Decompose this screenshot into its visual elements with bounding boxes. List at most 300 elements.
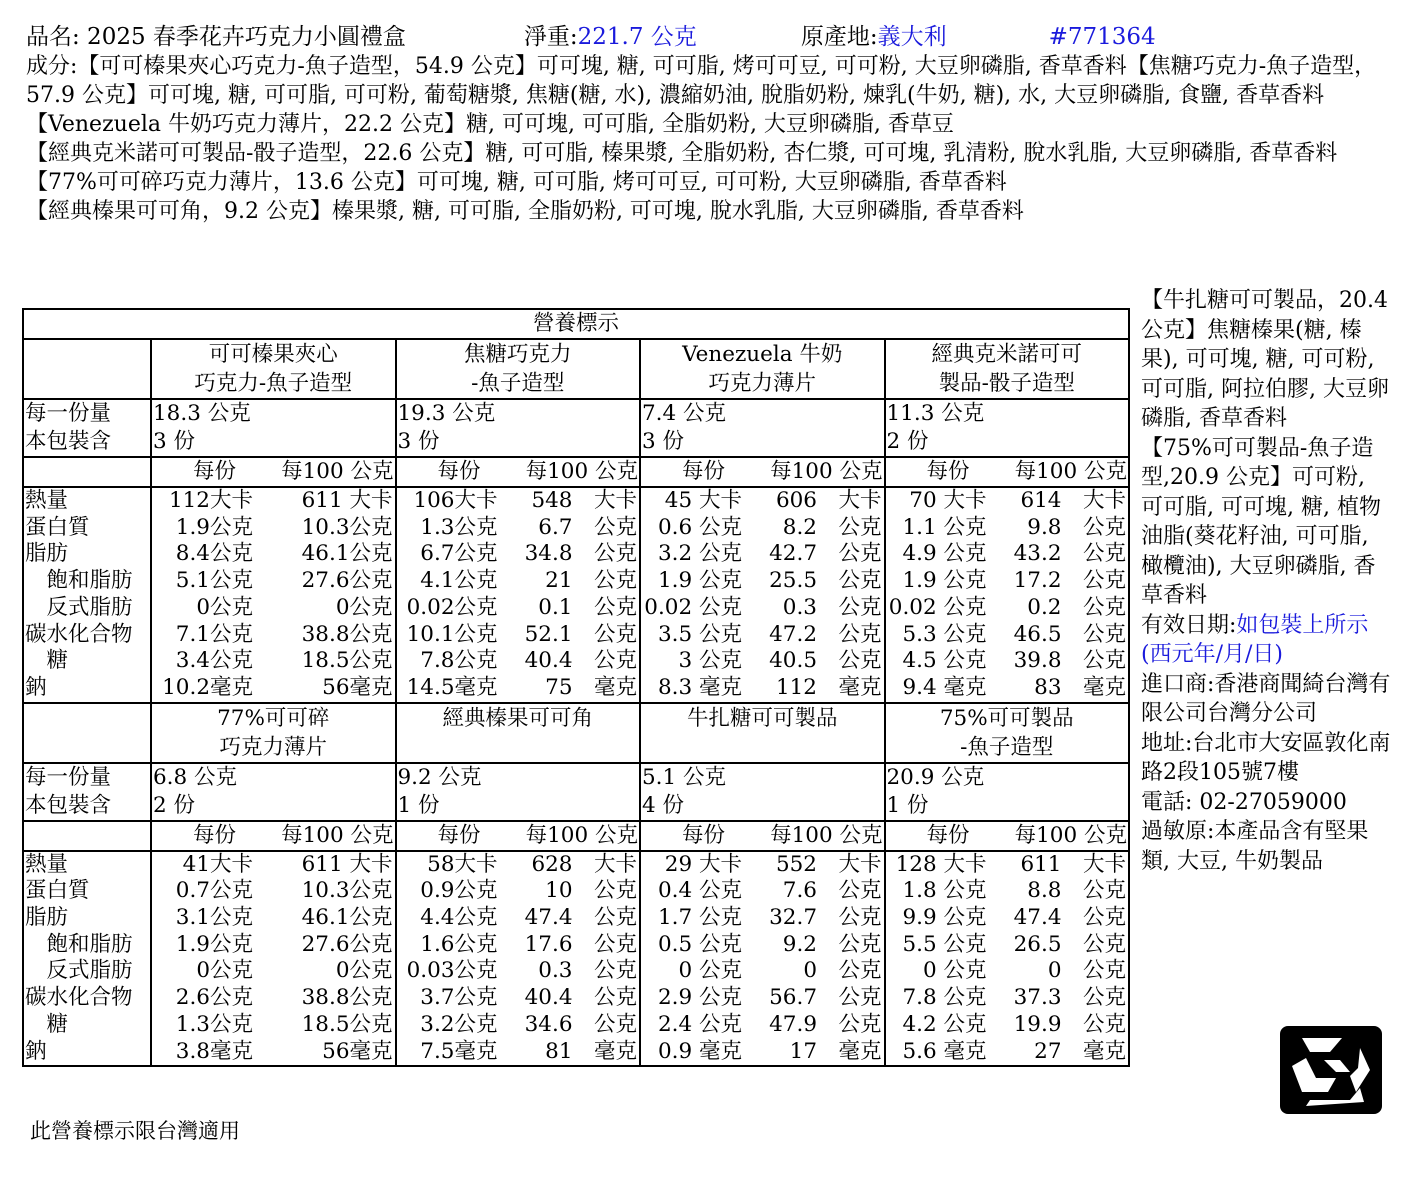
per-100g-value: 112 毫克 — [775, 674, 882, 700]
per-serving-value: 4.1公克 — [420, 568, 498, 594]
serving-cell — [396, 763, 641, 821]
per-serving-label: 每份 — [437, 822, 481, 848]
nutrient-label: 熱量 — [25, 851, 69, 877]
per-serving-value: 0.02 公克 — [888, 594, 987, 620]
per-100g-value: 34.8 公克 — [524, 541, 637, 567]
per-serving-value: 1.9公克 — [175, 514, 253, 540]
product-name-line: 焦糖巧克力 — [463, 342, 572, 367]
net-weight-value: 221.7 公克 — [577, 24, 697, 50]
per-100g-value: 25.5 公克 — [769, 568, 882, 594]
serving-row — [23, 763, 1129, 821]
per-serving-value: 7.8 公克 — [902, 985, 987, 1011]
per-100g-value: 611 大卡 — [1020, 851, 1126, 877]
nutrient-label: 鈉 — [25, 1038, 47, 1064]
nutrient-label: 反式脂肪 — [25, 958, 133, 984]
per-serving-value: 1.1 公克 — [902, 514, 987, 540]
per-serving-value: 5.3 公克 — [902, 621, 987, 647]
serving-size: 9.2 公克 — [397, 764, 482, 790]
serving-size: 5.1 公克 — [642, 764, 727, 790]
per-100g-value: 18.5公克 — [301, 648, 393, 674]
per-100g-value: 46.1公克 — [301, 541, 393, 567]
nutrient-value-row — [642, 932, 883, 959]
address: 地址:台北市大安區敦化南路2段105號7樓 — [1141, 730, 1391, 785]
per-serving-value: 5.1公克 — [175, 568, 253, 594]
per-serving-value: 0.02公克 — [406, 594, 498, 620]
per-100g-value: 27 毫克 — [1034, 1038, 1126, 1064]
ingredients-line: 【經典克米諾可可製品-骰子造型，22.6 公克】糖, 可可脂, 榛果漿, 全脂奶粉, 杏仁漿, 可可塊, 乳清粉, 脫水乳脂, 大豆卵磷脂, 香草香料 — [26, 141, 1338, 166]
nutrient-label: 蛋白質 — [25, 514, 90, 540]
product-name-cell — [151, 703, 396, 763]
per-serving-value: 128 大卡 — [895, 851, 987, 877]
per-serving-value: 4.2 公克 — [902, 1011, 987, 1037]
blank-cell — [23, 339, 151, 399]
nutrient-value-row — [887, 648, 1128, 675]
product-name-cell — [396, 703, 641, 763]
nutrient-value-row — [642, 1012, 883, 1039]
per-100g-value: 606 大卡 — [775, 488, 882, 513]
nutrient-label: 糖 — [25, 648, 69, 674]
values-row — [23, 851, 1129, 1067]
per-100g-label: 每100 公克 — [525, 459, 638, 484]
nutrient-value-row — [887, 568, 1128, 595]
nutrient-value-row — [153, 932, 394, 959]
servings-count: 2 份 — [153, 792, 196, 818]
per-100g-value: 52.1 公克 — [524, 621, 637, 647]
nutrient-value-row — [887, 622, 1128, 649]
per-header-row — [23, 821, 1129, 851]
nutrient-value-row — [398, 568, 639, 595]
nutrient-values-cell — [151, 487, 396, 703]
nutrient-value-row — [887, 958, 1128, 985]
nutrient-value-row — [887, 675, 1128, 702]
serving-cell — [396, 399, 641, 457]
nutrient-label: 飽和脂肪 — [25, 568, 133, 594]
per-100g-value: 43.2 公克 — [1013, 541, 1126, 567]
per-header-cell — [640, 821, 885, 851]
product-code: #771364 — [1048, 24, 1156, 50]
nutrient-value-row — [398, 1039, 639, 1066]
nutrient-value-row — [887, 985, 1128, 1012]
product-name-cell — [640, 339, 885, 399]
ingredients-block — [26, 52, 1396, 226]
per-serving-value: 4.9 公克 — [902, 541, 987, 567]
importer: 進口商:香港商聞綺台灣有限公司台灣分公司 — [1141, 671, 1391, 726]
per-serving-value: 41大卡 — [182, 851, 253, 877]
per-serving-value: 0.9公克 — [420, 878, 498, 904]
nutrient-value-row — [398, 488, 639, 515]
per-serving-value: 4.5 公克 — [902, 648, 987, 674]
per-serving-value: 0公克 — [196, 594, 253, 620]
servings-count: 3 份 — [153, 429, 196, 454]
product-name-line: 牛扎糖可可製品 — [686, 705, 838, 731]
per-100g-value: 37.3 公克 — [1013, 985, 1126, 1011]
serving-labels — [23, 763, 151, 821]
per-100g-value: 47.2 公克 — [769, 621, 882, 647]
per-serving-value: 10.1公克 — [406, 621, 498, 647]
serving-size: 6.8 公克 — [153, 764, 238, 790]
serving-labels — [23, 399, 151, 457]
per-serving-value: 6.7公克 — [420, 541, 498, 567]
nutrient-value-row — [153, 985, 394, 1012]
per-100g-value: 17.6 公克 — [524, 931, 637, 957]
nutrient-value-row — [887, 595, 1128, 622]
serving-size: 18.3 公克 — [153, 401, 251, 426]
nutrient-value-row — [398, 852, 639, 879]
per-serving-value: 2.9 公克 — [657, 985, 742, 1011]
nutrient-value-row — [642, 852, 883, 879]
per-serving-value: 70 大卡 — [909, 488, 987, 513]
nutrient-label: 飽和脂肪 — [25, 931, 133, 957]
per-header-cell — [151, 457, 396, 487]
servings-count: 2 份 — [886, 429, 929, 454]
per-100g-value: 0.3 公克 — [538, 958, 637, 984]
per-serving-value: 1.9公克 — [175, 931, 253, 957]
per-serving-value: 0 公克 — [922, 958, 987, 984]
serving-size-label: 每一份量 — [25, 401, 112, 426]
per-100g-value: 614 大卡 — [1020, 488, 1126, 513]
product-name-cell — [885, 339, 1130, 399]
nutrient-value-row — [398, 985, 639, 1012]
per-serving-value: 0.03公克 — [406, 958, 498, 984]
nutrient-label: 糖 — [25, 1011, 69, 1037]
per-100g-label: 每100 公克 — [525, 822, 638, 848]
per-serving-value: 1.8 公克 — [902, 878, 987, 904]
values-row — [23, 487, 1129, 703]
blank-cell — [23, 821, 151, 851]
per-header-cell — [151, 821, 396, 851]
product-name-line: Venezuela 牛奶 — [682, 342, 843, 367]
per-100g-value: 40.4 公克 — [524, 648, 637, 674]
servings-count: 3 份 — [642, 429, 685, 454]
servings-count: 3 份 — [397, 429, 440, 454]
nutrient-value-row — [398, 515, 639, 542]
per-100g-value: 47.4 公克 — [524, 905, 637, 931]
nutrient-label: 碳水化合物 — [25, 985, 133, 1011]
allergen: 過敏原:本產品含有堅果類, 大豆, 牛奶製品 — [1141, 819, 1369, 874]
side-info — [1141, 286, 1391, 876]
nutrient-value-row — [398, 648, 639, 675]
per-100g-value: 83 毫克 — [1034, 674, 1126, 700]
serving-size: 20.9 公克 — [886, 764, 985, 790]
nutrient-value-row — [642, 878, 883, 905]
per-100g-value: 0.3 公克 — [782, 594, 882, 620]
product-name-line: -魚子造型 — [960, 734, 1054, 760]
per-100g-value: 39.8 公克 — [1013, 648, 1126, 674]
per-100g-value: 56毫克 — [322, 1038, 393, 1064]
ingredients-line: 【77%可可碎巧克力薄片，13.6 公克】可可塊, 糖, 可可脂, 烤可可豆, 可可粉, 大豆卵磷脂, 香草香料 — [26, 170, 1007, 195]
per-serving-value: 0 公克 — [678, 958, 742, 984]
per-100g-value: 8.8 公克 — [1027, 878, 1126, 904]
per-100g-label: 每100 公克 — [1014, 822, 1127, 848]
per-100g-label: 每100 公克 — [281, 822, 394, 848]
origin-value: 義大利 — [877, 24, 947, 50]
product-name-line: 經典克米諾可可 — [931, 342, 1082, 367]
nutrient-values-cell — [396, 851, 641, 1067]
per-100g-value: 6.7 公克 — [538, 514, 637, 540]
side-ingredients-2: 【75%可可製品-魚子造型,20.9 公克】可可粉, 可可脂, 可可塊, 糖, 植物油脂(葵花籽油, 可可脂, 橄欖油), 大豆卵磷脂, 香草香料 — [1141, 435, 1381, 608]
per-100g-value: 628 大卡 — [531, 851, 637, 877]
per-serving-value: 0.9 毫克 — [657, 1038, 742, 1064]
nutrient-values-cell — [885, 851, 1130, 1067]
nutrient-values-cell — [640, 851, 885, 1067]
product-header — [26, 22, 1156, 52]
per-100g-value: 9.8 公克 — [1027, 514, 1126, 540]
serving-size: 11.3 公克 — [886, 401, 985, 426]
nutrient-value-row — [642, 488, 883, 515]
ingredients-line: 【經典榛果可可角，9.2 公克】榛果漿, 糖, 可可脂, 全脂奶粉, 可可塊, 脫水乳脂, 大豆卵磷脂, 香草香料 — [26, 199, 1024, 224]
nutrient-value-row — [153, 568, 394, 595]
per-serving-value: 10.2毫克 — [162, 674, 253, 700]
per-100g-value: 0 公克 — [1047, 958, 1126, 984]
per-100g-value: 27.6公克 — [301, 931, 393, 957]
per-serving-value: 0.02 公克 — [644, 594, 742, 620]
per-serving-value: 14.5毫克 — [406, 674, 498, 700]
serving-cell — [885, 763, 1130, 821]
nutrient-value-row — [153, 852, 394, 879]
per-serving-value: 3.2公克 — [420, 1011, 498, 1037]
per-100g-value: 47.9 公克 — [769, 1011, 882, 1037]
serving-cell — [885, 399, 1130, 457]
per-serving-value: 3.8毫克 — [175, 1038, 253, 1064]
per-header-row — [23, 457, 1129, 487]
nutrient-value-row — [153, 648, 394, 675]
product-name-line: 經典榛果可可角 — [442, 705, 593, 731]
nutrient-value-row — [153, 675, 394, 702]
nutrient-value-row — [398, 675, 639, 702]
product-name-line: 77%可可碎 — [217, 705, 330, 731]
per-100g-label: 每100 公克 — [770, 459, 883, 484]
per-100g-value: 81 毫克 — [545, 1038, 637, 1064]
per-100g-value: 46.1公克 — [301, 905, 393, 931]
per-100g-value: 0公克 — [335, 958, 393, 984]
per-100g-value: 56.7 公克 — [769, 985, 882, 1011]
nutrient-label: 脂肪 — [25, 541, 69, 567]
expiry-value: 如包裝上所示(西元年/月/日) — [1141, 612, 1369, 667]
per-serving-value: 7.5毫克 — [420, 1038, 498, 1064]
per-serving-label: 每份 — [682, 459, 726, 484]
per-header-cell — [396, 821, 641, 851]
recycle-icon — [1280, 1026, 1382, 1114]
per-serving-value: 1.3公克 — [175, 1011, 253, 1037]
serving-cell — [151, 763, 396, 821]
per-serving-value: 3.5 公克 — [657, 621, 742, 647]
per-100g-value: 38.8公克 — [301, 985, 393, 1011]
per-100g-value: 17.2 公克 — [1013, 568, 1126, 594]
product-name-cell — [885, 703, 1130, 763]
nutrient-label: 碳水化合物 — [25, 621, 133, 647]
per-serving-value: 112大卡 — [168, 488, 253, 513]
per-serving-value: 8.3 毫克 — [657, 674, 742, 700]
per-serving-value: 0.7公克 — [175, 878, 253, 904]
serving-size: 7.4 公克 — [642, 401, 727, 426]
per-serving-value: 0公克 — [196, 958, 253, 984]
servings-count: 1 份 — [886, 792, 929, 818]
nutrient-value-row — [153, 958, 394, 985]
per-serving-value: 3.4公克 — [175, 648, 253, 674]
per-100g-value: 27.6公克 — [301, 568, 393, 594]
nutrient-label: 脂肪 — [25, 905, 69, 931]
servings-count: 4 份 — [642, 792, 685, 818]
per-100g-value: 56毫克 — [322, 674, 393, 700]
per-serving-value: 1.3公克 — [420, 514, 498, 540]
table-title: 營養標示 — [23, 309, 1129, 339]
expiry-label: 有效日期: — [1141, 612, 1237, 638]
side-ingredients-1: 【牛扎糖可可製品，20.4 公克】焦糖榛果(糖, 榛果), 可可塊, 糖, 可可粉, 可可脂, 阿拉伯膠, 大豆卵磷脂, 香草香料 — [1141, 288, 1389, 431]
product-name-line: 75%可可製品 — [939, 705, 1074, 731]
per-serving-value: 3.1公克 — [175, 905, 253, 931]
per-serving-value: 1.9 公克 — [902, 568, 987, 594]
per-100g-value: 0.1 公克 — [538, 594, 637, 620]
per-100g-value: 18.5公克 — [301, 1011, 393, 1037]
per-serving-value: 29 大卡 — [664, 851, 742, 877]
nutrient-value-row — [642, 595, 883, 622]
nutrient-value-row — [153, 595, 394, 622]
nutrient-value-row — [887, 852, 1128, 879]
per-100g-label: 每100 公克 — [281, 459, 394, 484]
per-serving-value: 1.9 公克 — [657, 568, 742, 594]
product-name-line: 巧克力-魚子造型 — [194, 371, 353, 396]
product-names-row — [23, 703, 1129, 763]
net-weight-label: 淨重: — [523, 24, 578, 50]
origin-label: 原產地: — [800, 24, 878, 50]
per-serving-label: 每份 — [926, 822, 970, 848]
per-100g-value: 17 毫克 — [789, 1038, 882, 1064]
nutrient-labels — [23, 487, 151, 703]
per-100g-value: 32.7 公克 — [769, 905, 882, 931]
footer-note: 此營養標示限台灣適用 — [30, 1119, 240, 1143]
per-serving-value: 2.6公克 — [175, 985, 253, 1011]
nutrient-value-row — [642, 648, 883, 675]
nutrient-value-row — [887, 1039, 1128, 1066]
nutrient-value-row — [887, 1012, 1128, 1039]
per-serving-label: 每份 — [682, 822, 726, 848]
phone: 電話: 02-27059000 — [1141, 789, 1347, 815]
per-100g-value: 0公克 — [335, 594, 393, 620]
nutrient-value-row — [398, 595, 639, 622]
nutrient-value-row — [398, 622, 639, 649]
nutrient-label: 反式脂肪 — [25, 594, 133, 620]
nutrition-table — [22, 308, 1130, 1067]
nutrient-value-row — [153, 1012, 394, 1039]
per-100g-value: 0.2 公克 — [1027, 594, 1126, 620]
per-serving-value: 7.1公克 — [175, 621, 253, 647]
nutrient-value-row — [153, 622, 394, 649]
per-100g-value: 26.5 公克 — [1013, 931, 1126, 957]
per-100g-value: 10.3公克 — [301, 514, 393, 540]
serving-cell — [640, 763, 885, 821]
per-serving-value: 106大卡 — [413, 488, 498, 513]
per-100g-value: 611 大卡 — [301, 488, 393, 513]
nutrient-value-row — [887, 878, 1128, 905]
per-header-cell — [396, 457, 641, 487]
nutrient-values-cell — [885, 487, 1130, 703]
nutrient-value-row — [153, 878, 394, 905]
nutrient-label: 鈉 — [25, 674, 47, 700]
per-serving-label: 每份 — [193, 822, 237, 848]
nutrient-values-cell — [151, 851, 396, 1067]
nutrient-value-row — [398, 541, 639, 568]
nutrient-value-row — [153, 541, 394, 568]
nutrient-value-row — [398, 905, 639, 932]
nutrient-value-row — [642, 622, 883, 649]
nutrient-value-row — [642, 1039, 883, 1066]
nutrient-value-row — [398, 1012, 639, 1039]
nutrient-value-row — [398, 958, 639, 985]
nutrient-value-row — [642, 515, 883, 542]
product-name-line: 巧克力薄片 — [219, 734, 327, 760]
nutrient-value-row — [887, 932, 1128, 959]
product-name-cell — [151, 339, 396, 399]
nutrient-value-row — [398, 932, 639, 959]
per-serving-label: 每份 — [437, 459, 481, 484]
product-name-line: 巧克力薄片 — [708, 371, 816, 396]
nutrient-value-row — [887, 905, 1128, 932]
product-name-line: 可可榛果夾心 — [208, 342, 338, 367]
product-name-cell — [640, 703, 885, 763]
ingredients-line: 【Venezuela 牛奶巧克力薄片，22.2 公克】糖, 可可塊, 可可脂, 全脂奶粉, 大豆卵磷脂, 香草豆 — [26, 112, 954, 137]
per-serving-value: 2.4 公克 — [657, 1011, 742, 1037]
per-serving-value: 4.4公克 — [420, 905, 498, 931]
per-serving-value: 7.8公克 — [420, 648, 498, 674]
nutrient-value-row — [642, 985, 883, 1012]
per-100g-value: 40.4 公克 — [524, 985, 637, 1011]
per-100g-label: 每100 公克 — [770, 822, 883, 848]
servings-per-pack-label: 本包裝含 — [25, 429, 112, 454]
product-names-row — [23, 339, 1129, 399]
nutrient-values-cell — [396, 487, 641, 703]
per-serving-value: 0.5 公克 — [657, 931, 742, 957]
nutrient-value-row — [642, 541, 883, 568]
per-100g-value: 9.2 公克 — [782, 931, 882, 957]
serving-cell — [151, 399, 396, 457]
per-serving-value: 0.4 公克 — [657, 878, 742, 904]
per-100g-value: 40.5 公克 — [769, 648, 882, 674]
nutrient-value-row — [887, 488, 1128, 515]
per-header-cell — [640, 457, 885, 487]
per-serving-value: 0.6 公克 — [657, 514, 742, 540]
servings-per-pack-label: 本包裝含 — [25, 792, 112, 818]
nutrient-value-row — [642, 958, 883, 985]
nutrient-value-row — [153, 488, 394, 515]
nutrient-value-row — [642, 675, 883, 702]
nutrient-value-row — [153, 1039, 394, 1066]
per-serving-value: 3.2 公克 — [657, 541, 742, 567]
servings-count: 1 份 — [397, 792, 440, 818]
per-100g-value: 42.7 公克 — [769, 541, 882, 567]
product-name-line: 製品-骰子造型 — [938, 371, 1075, 396]
per-100g-value: 548 大卡 — [531, 488, 637, 513]
per-serving-value: 3 公克 — [678, 648, 742, 674]
per-serving-value: 5.6 毫克 — [902, 1038, 987, 1064]
nutrient-value-row — [642, 568, 883, 595]
per-100g-value: 8.2 公克 — [782, 514, 882, 540]
ingredients-line: 成分:【可可榛果夾心巧克力-魚子造型，54.9 公克】可可塊, 糖, 可可脂, 烤可可豆, 可可粉, 大豆卵磷脂, 香草香料【焦糖巧克力-魚子造型，57.9 公克】可可塊, 糖, 可可脂, 可可粉, 葡萄糖漿, 焦糖(糖, 水), 濃縮奶油, 脫脂奶粉, 煉乳(牛奶, 糖), 水, 大豆卵磷脂, 食鹽, 香草香料 — [26, 54, 1377, 108]
per-100g-value: 34.6 公克 — [524, 1011, 637, 1037]
per-100g-value: 7.6 公克 — [782, 878, 882, 904]
serving-row — [23, 399, 1129, 457]
per-100g-value: 19.9 公克 — [1013, 1011, 1126, 1037]
nutrient-label: 蛋白質 — [25, 878, 90, 904]
blank-cell — [23, 703, 151, 763]
per-serving-value: 9.4 毫克 — [902, 674, 987, 700]
nutrient-value-row — [398, 878, 639, 905]
product-name-cell — [396, 339, 641, 399]
per-serving-value: 9.9 公克 — [902, 905, 987, 931]
per-100g-value: 552 大卡 — [775, 851, 882, 877]
nutrient-value-row — [887, 541, 1128, 568]
per-serving-value: 8.4公克 — [175, 541, 253, 567]
serving-cell — [640, 399, 885, 457]
